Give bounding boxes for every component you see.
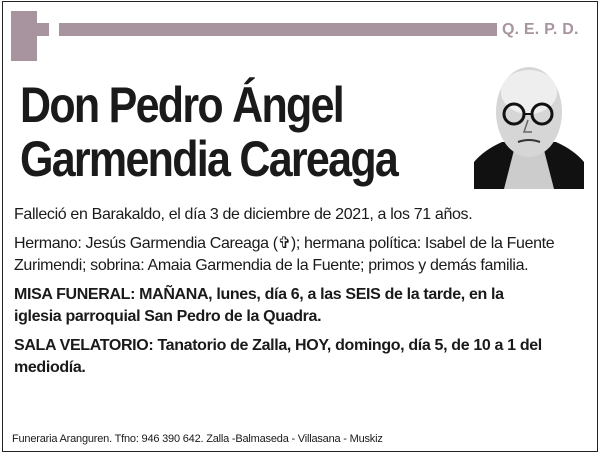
portrait-photo (474, 62, 584, 189)
header-rule (59, 23, 497, 36)
cross-icon (11, 11, 37, 61)
family-line-1: Hermano: Jesús Garmendia Careaga (✞); hermana política: Isabel de la Fuente (14, 234, 555, 252)
family-line-2: Zurimendi; sobrina: Amaia Garmendia de la Fuente; primos y demás familia. (14, 257, 529, 274)
name-line-2: Garmendia Careaga (20, 131, 398, 187)
qepd-label: Q. E. P. D. (502, 21, 579, 38)
death-info: Falleció en Barakaldo, el día 3 de diciembre de 2021, a los 71 años. (14, 206, 473, 223)
wake-line-2: mediodía. (14, 359, 86, 376)
wake-line-1: SALA VELATORIO: Tanatorio de Zalla, HOY, domingo, día 5, de 10 a 1 del (14, 336, 542, 354)
funeral-line-1: MISA FUNERAL: MAÑANA, lunes, día 6, a las SEIS de la tarde, en la (14, 285, 504, 303)
funeral-line-2: iglesia parroquial San Pedro de la Quadra. (14, 308, 322, 325)
deceased-name (20, 78, 397, 186)
notice-body (14, 204, 594, 386)
funeral-home-footer: Funeraria Aranguren. Tfno: 946 390 642. Zalla -Balmaseda - Villasana - Muskiz (12, 433, 383, 445)
cross-icon-arm (11, 23, 49, 36)
name-line-1: Don Pedro Ángel (20, 77, 343, 133)
